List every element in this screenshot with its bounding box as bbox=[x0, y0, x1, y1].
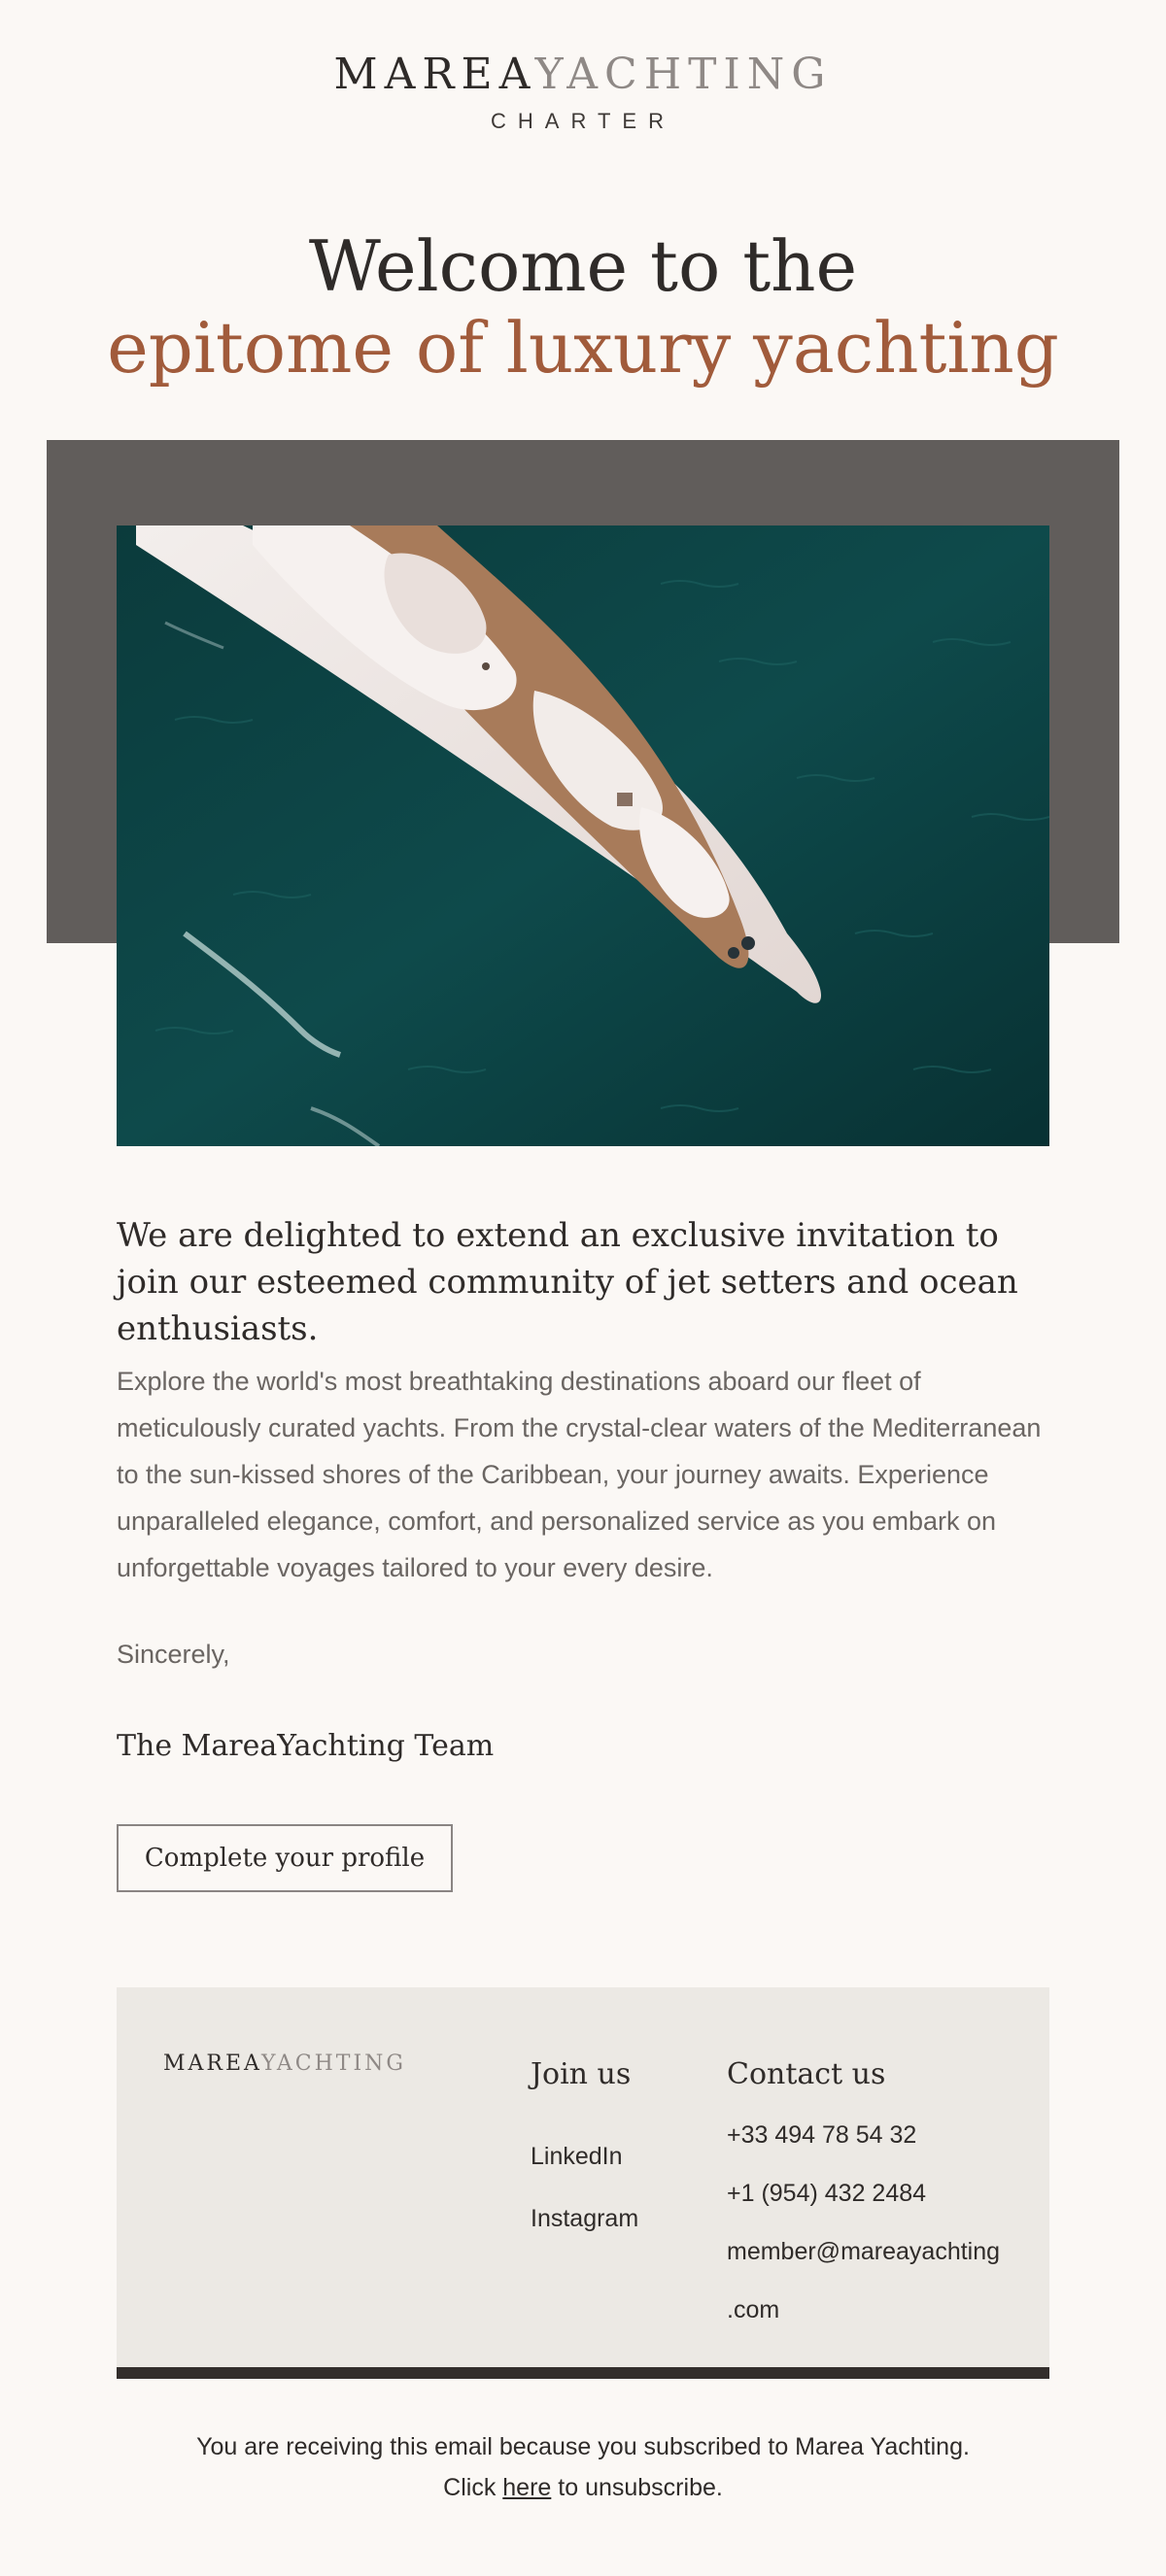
email-link-line-1[interactable]: member@mareayachting bbox=[727, 2238, 1001, 2265]
unsubscribe-link[interactable]: here bbox=[502, 2474, 552, 2501]
logo-part-yachting: YACHTING bbox=[534, 50, 833, 99]
headline-line-2: epitome of luxury yachting bbox=[107, 307, 1059, 389]
body-paragraph: Explore the world's most breathtaking destinations aboard our fleet of meticulously curated yachts. From the crystal-clear waters of the Mediterranean to the sun-kissed shores of the Caribbean, your journey awaits. Experience unparalleled elegance, comfort, and personalized service as you embark on unforgettable voyages tailored to your every desire. bbox=[117, 1367, 1042, 1582]
unsubscribe-notice bbox=[0, 2426, 1166, 2508]
footer-logo-part-yachting: YACHTING bbox=[261, 2051, 406, 2076]
welcome-headline bbox=[0, 225, 1166, 389]
contact-us-heading: Contact us bbox=[727, 2057, 886, 2091]
unsubscribe-reason: You are receiving this email because you subscribed to Marea Yachting. bbox=[196, 2433, 970, 2460]
invitation-lead: We are delighted to extend an exclusive invitation to join our esteemed community of jet setters and ocean enthusiasts. bbox=[117, 1216, 1018, 1348]
email-link-line-2[interactable]: .com bbox=[727, 2296, 780, 2323]
complete-profile-button[interactable]: Complete your profile bbox=[117, 1824, 453, 1892]
headline-line-1: Welcome to the bbox=[308, 225, 858, 307]
unsubscribe-line bbox=[0, 2467, 1166, 2508]
footer-logo-part-marea: MAREA bbox=[163, 2051, 262, 2076]
unsubscribe-prefix: Click bbox=[443, 2474, 503, 2501]
footer-divider-bar bbox=[117, 2367, 1049, 2379]
footer-logo bbox=[163, 2051, 406, 2076]
phone-usa-link[interactable]: +1 (954) 432 2484 bbox=[727, 2180, 927, 2207]
logo-subtitle: CHARTER bbox=[491, 109, 675, 133]
instagram-link[interactable]: Instagram bbox=[531, 2205, 639, 2232]
logo-part-marea: MAREA bbox=[333, 50, 535, 99]
phone-france-link[interactable]: +33 494 78 54 32 bbox=[727, 2121, 917, 2149]
unsubscribe-suffix: to unsubscribe. bbox=[551, 2474, 723, 2501]
footer-card bbox=[117, 1987, 1049, 2367]
yacht-aerial-photo bbox=[117, 525, 1049, 1146]
closing-salutation: Sincerely, bbox=[117, 1640, 230, 1669]
brand-logo bbox=[0, 51, 1166, 99]
team-signature: The MareaYachting Team bbox=[117, 1729, 495, 1763]
join-us-heading: Join us bbox=[531, 2057, 632, 2091]
linkedin-link[interactable]: LinkedIn bbox=[531, 2143, 623, 2170]
